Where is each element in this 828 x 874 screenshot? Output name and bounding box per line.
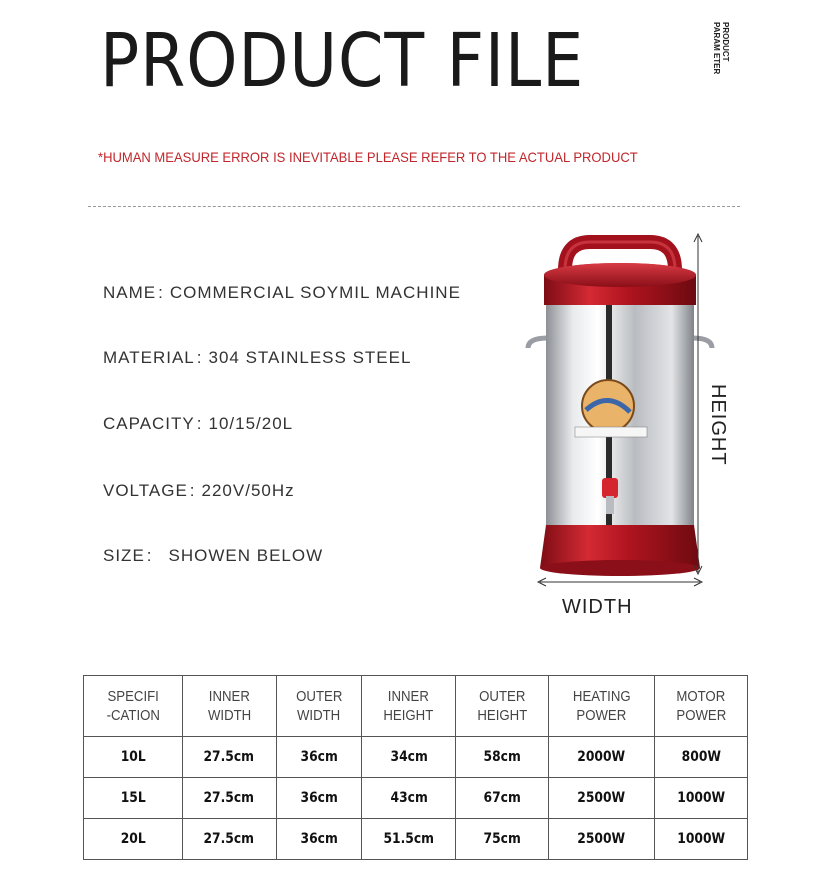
spec-material: MATERIAL : 304 STAINLESS STEEL — [103, 348, 412, 367]
width-label: WIDTH — [562, 596, 633, 618]
table-cell: 2500W — [548, 819, 655, 860]
table-cell: 2000W — [548, 737, 655, 778]
spec-name: NAME : COMMERCIAL SOYMIL MACHINE — [103, 283, 461, 302]
dashed-divider — [88, 206, 740, 207]
table-header-row — [84, 676, 748, 737]
header-outer-height: OUTER HEIGHT — [456, 676, 549, 737]
table-cell: 15L — [84, 778, 183, 819]
table-cell: 1000W — [655, 819, 748, 860]
header-inner-height: INNER HEIGHT — [362, 676, 456, 737]
spec-voltage: VOLTAGE : 220V/50Hz — [103, 481, 295, 500]
table-cell: 36cm — [276, 778, 362, 819]
table-cell: 27.5cm — [182, 778, 276, 819]
spec-value: SHOWEN BELOW — [168, 546, 324, 565]
product-parameter-tag: PRODUCT PARAM ETER — [712, 22, 730, 75]
table-cell: 36cm — [276, 819, 362, 860]
spec-value: 220V/50Hz — [201, 481, 295, 500]
spec-value: COMMERCIAL SOYMIL MACHINE — [169, 283, 461, 302]
table-cell: 67cm — [456, 778, 549, 819]
table-cell: 800W — [655, 737, 748, 778]
spec-label: VOLTAGE — [103, 481, 188, 500]
table-cell: 10L — [84, 737, 183, 778]
table-cell: 2500W — [548, 778, 655, 819]
table-cell: 1000W — [655, 778, 748, 819]
height-label: HEIGHT — [707, 384, 729, 466]
spec-label: NAME — [103, 283, 157, 302]
table-row — [84, 737, 748, 778]
spec-capacity: CAPACITY : 10/15/20L — [103, 414, 294, 433]
spec-label: MATERIAL — [103, 348, 195, 367]
header-heating-power: HEATING POWER — [548, 676, 655, 737]
spec-label: SIZE — [103, 546, 145, 565]
table-cell: 51.5cm — [362, 819, 456, 860]
table-cell: 58cm — [456, 737, 549, 778]
parameter-table — [83, 675, 748, 860]
table-cell: 43cm — [362, 778, 456, 819]
spec-value: 10/15/20L — [208, 414, 294, 433]
header-motor-power: MOTOR POWER — [655, 676, 748, 737]
table-cell: 75cm — [456, 819, 549, 860]
spec-size: SIZE : SHOWEN BELOW — [103, 546, 324, 565]
table-row — [84, 778, 748, 819]
table-cell: 27.5cm — [182, 737, 276, 778]
table-cell: 36cm — [276, 737, 362, 778]
table-cell: 20L — [84, 819, 183, 860]
table-cell: 34cm — [362, 737, 456, 778]
header-inner-width: INNER WIDTH — [182, 676, 276, 737]
spec-value: 304 STAINLESS STEEL — [208, 348, 412, 367]
measurement-notice: *HUMAN MEASURE ERROR IS INEVITABLE PLEASE REFER TO THE ACTUAL PRODUCT — [98, 149, 638, 165]
header-outer-width: OUTER WIDTH — [276, 676, 362, 737]
table-row — [84, 819, 748, 860]
header-specification: SPECIFI -CATION — [84, 676, 183, 737]
table-cell: 27.5cm — [182, 819, 276, 860]
spec-label: CAPACITY — [103, 414, 195, 433]
page-title: PRODUCT FILE — [100, 18, 585, 104]
